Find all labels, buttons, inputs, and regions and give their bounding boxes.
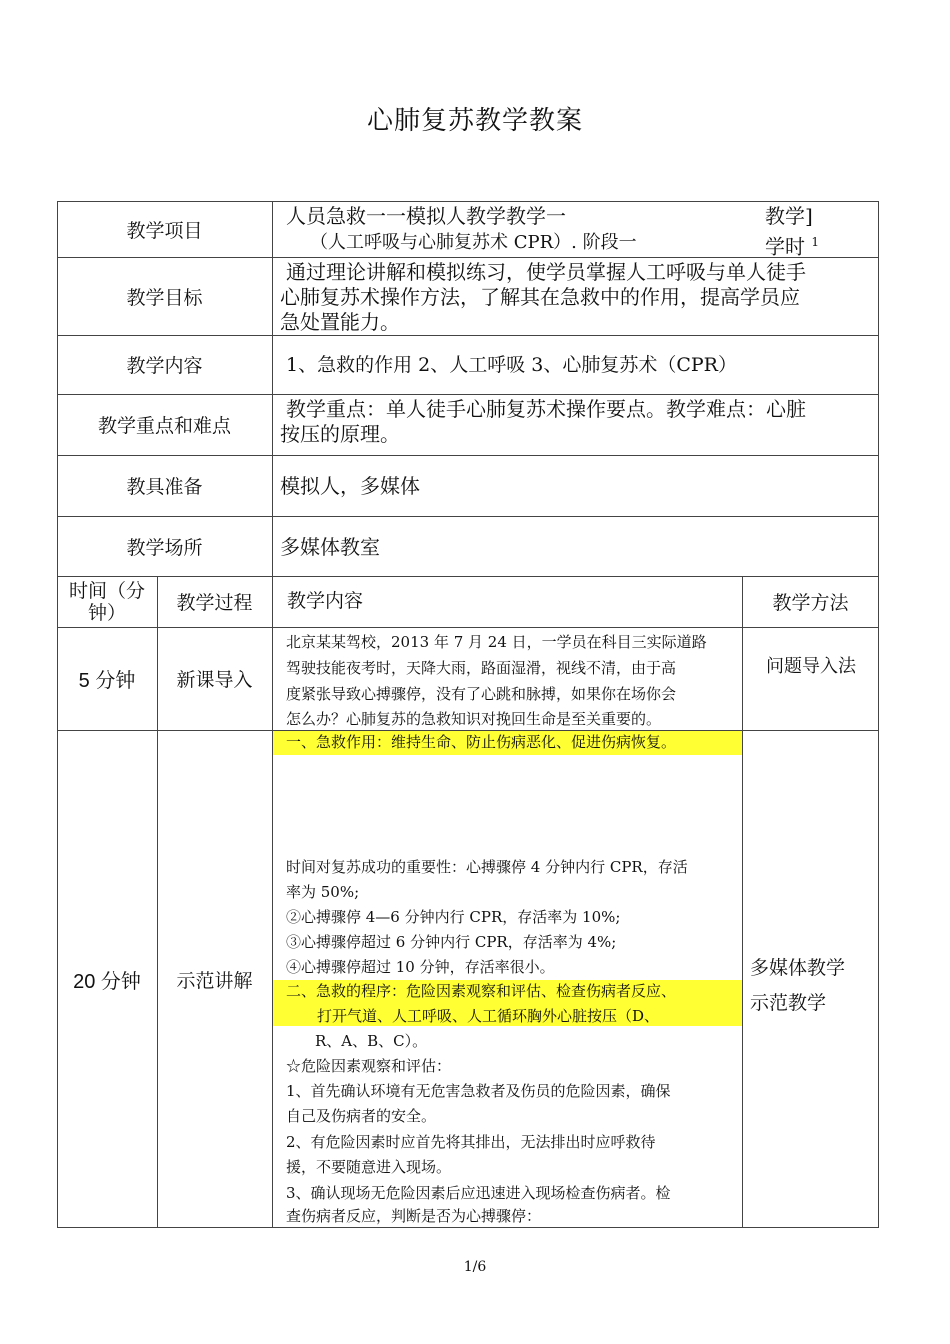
key-points-line-1: 教学重点：单人徒手心肺复苏术操作要点。教学难点：心脏 bbox=[286, 397, 806, 421]
venue-text: 多媒体教室 bbox=[280, 535, 380, 559]
hours-value: 1 bbox=[811, 235, 819, 249]
method-header: 教学方法 bbox=[772, 592, 849, 614]
page-number: 1/6 bbox=[463, 1259, 487, 1275]
row1-process: 新课导入 bbox=[176, 669, 253, 691]
row1-content-line-4: 怎么办？心肺复苏的急救知识对挽回生命是至关重要的。 bbox=[286, 710, 662, 728]
row2-process: 示范讲解 bbox=[176, 969, 253, 992]
project-label: 教学项目 bbox=[126, 220, 203, 242]
hours-label-1: 教学] bbox=[765, 204, 813, 228]
project-line-1: 人员急救一一模拟人教学教学一 bbox=[286, 204, 566, 228]
content-label: 教学内容 bbox=[126, 355, 203, 377]
row1-content-line-3: 度紧张导致心搏骤停，没有了心跳和脉搏，如果你在场你会 bbox=[286, 685, 677, 703]
goal-line-3: 急处置能力。 bbox=[280, 310, 400, 334]
row1-time: 5 分钟 bbox=[78, 670, 136, 692]
goal-line-1: 通过理论讲解和模拟练习，使学员掌握人工呼吸与单人徒手 bbox=[286, 260, 806, 284]
procedure-line-1: R、A、B、C）。 bbox=[315, 1032, 428, 1050]
procedure-line-2: ☆危险因素观察和评估： bbox=[286, 1057, 452, 1075]
procedure-heading-line-1: 二、急救的程序：危险因素观察和评估、检查伤病者反应、 bbox=[286, 982, 677, 1000]
procedure-line-8: 查伤病者反应，判断是否为心搏骤停： bbox=[286, 1207, 542, 1225]
hours-label-2-text: 学时 bbox=[765, 234, 805, 259]
column-divider bbox=[272, 201, 273, 577]
tools-label: 教具准备 bbox=[126, 476, 203, 498]
procedure-line-6: 援，不要随意进入现场。 bbox=[286, 1158, 452, 1176]
emergency-role-heading: 一、急救作用：维持生命、防止伤病恶化、促进伤病恢复。 bbox=[286, 733, 677, 751]
row1-method: 问题导入法 bbox=[766, 656, 856, 677]
project-line-2: （人工呼吸与心肺复苏术 CPR）. 阶段一 bbox=[310, 232, 637, 253]
row1-content-line-2: 驾驶技能夜考时，天降大雨，路面湿滑，视线不清，由于高 bbox=[286, 659, 677, 677]
process-header: 教学过程 bbox=[176, 592, 253, 614]
survival-line-1: 时间对复苏成功的重要性：心搏骤停 4 分钟内行 CPR，存活 bbox=[286, 858, 688, 876]
row1-content-line-1: 北京某某驾校，2013 年 7 月 24 日，一学员在科目三实际道路 bbox=[286, 633, 707, 651]
column-divider bbox=[742, 576, 743, 1228]
column-divider bbox=[272, 576, 273, 1228]
procedure-line-5: 2、有危险因素时应首先将其排出，无法排出时应呼救待 bbox=[286, 1133, 656, 1151]
time-header-line-2: 钟） bbox=[87, 601, 126, 624]
row2-time: 20 分钟 bbox=[73, 970, 141, 993]
goal-line-2: 心肺复苏术操作方法，了解其在急救中的作用，提高学员应 bbox=[280, 285, 800, 309]
time-header-line-1: 时间（分 bbox=[68, 579, 145, 602]
procedure-heading-line-2: 打开气道、人工呼吸、人工循环胸外心脏按压（D、 bbox=[317, 1007, 660, 1025]
survival-line-2: 率为 50%; bbox=[286, 883, 360, 901]
procedure-line-7: 3、确认现场无危险因素后应迅速进入现场检查伤病者。检 bbox=[286, 1184, 671, 1202]
content-header: 教学内容 bbox=[287, 590, 364, 612]
content-text: 1、急救的作用 2、人工呼吸 3、心肺复苏术（CPR） bbox=[286, 354, 737, 376]
survival-line-5: ④心搏骤停超过 10 分钟，存活率很小。 bbox=[286, 958, 555, 976]
survival-line-3: ②心搏骤停 4—6 分钟内行 CPR，存活率为 10%; bbox=[286, 908, 621, 926]
procedure-line-4: 自己及伤病者的安全。 bbox=[286, 1107, 437, 1125]
procedure-line-3: 1、首先确认环境有无危害急救者及伤员的危险因素，确保 bbox=[286, 1082, 671, 1100]
venue-label: 教学场所 bbox=[126, 536, 203, 559]
hours-label-2 bbox=[765, 230, 819, 260]
key-points-line-2: 按压的原理。 bbox=[280, 422, 400, 446]
tools-text: 模拟人，多媒体 bbox=[280, 474, 420, 498]
time-header bbox=[57, 576, 157, 627]
row2-method-line-1: 多媒体教学 bbox=[750, 957, 846, 979]
goal-label: 教学目标 bbox=[126, 286, 203, 309]
survival-line-4: ③心搏骤停超过 6 分钟内行 CPR，存活率为 4%; bbox=[286, 933, 617, 951]
key-points-label: 教学重点和难点 bbox=[97, 415, 231, 437]
page-title: 心肺复苏教学教案 bbox=[366, 106, 583, 136]
row2-method-line-2: 示范教学 bbox=[750, 992, 827, 1014]
